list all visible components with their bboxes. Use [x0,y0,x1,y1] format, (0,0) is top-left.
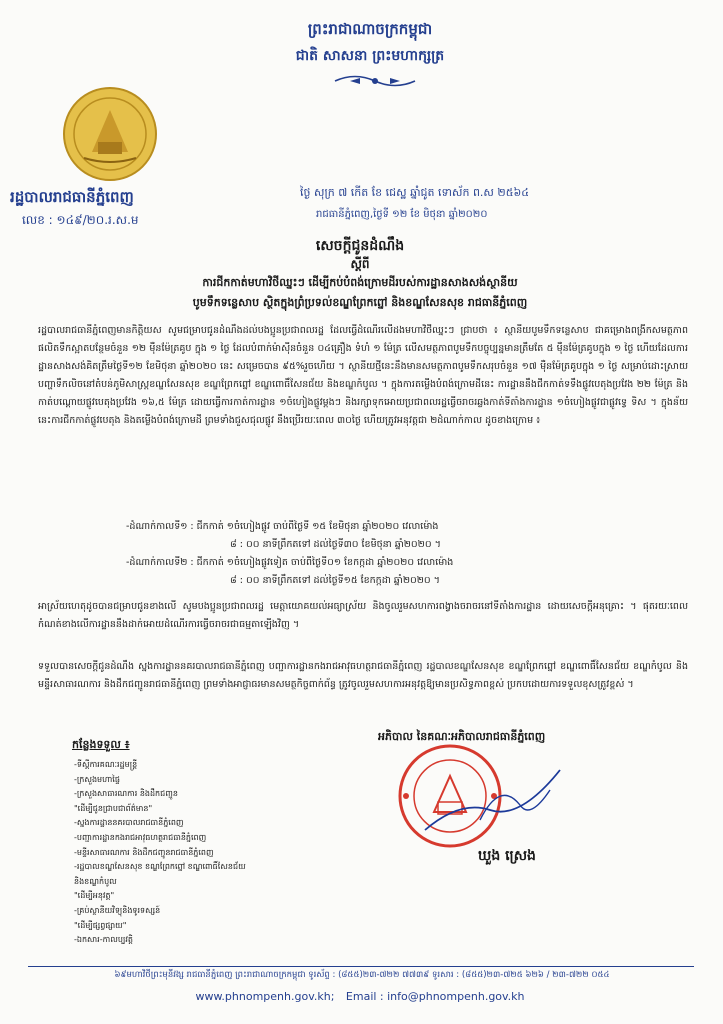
list-item: -គ្រប់ស្ថានីយវិទ្យុនិងទូរទស្សន៍ [74,905,161,915]
footer-divider [28,966,694,967]
list-item: -រដ្ឋបាលខណ្ឌសែនសុខ ខណ្ឌព្រែកព្នៅ ខណ្ឌពោធិ៍សែនជ័យ [74,862,246,872]
phase-2-line-2: ៨ : ០០ នាទីព្រឹកតទៅ ដល់ថ្ងៃទី១៥ ខែកក្កដា ឆ្នាំ២០២០ ។ [230,575,440,586]
list-item: -បញ្ជាការដ្ឋានកងរាជអាវុធហត្ថរាជធានីភ្នំពេញ [74,832,207,842]
lunar-date: ថ្ងៃ សុក្រ ៧ កើត ខែ ជេស្ឋ ឆ្នាំជូត ទោស័ក ព.ស ២៥៦៤ [300,186,530,199]
list-item: -ឯកសារ-កាលប្បវត្តិ [74,935,133,945]
issuer-name: រដ្ឋបាលរាជធានីភ្នំពេញ [10,188,134,206]
signatory-title: អភិបាល នៃគណៈអភិបាលរាជធានីភ្នំពេញ [378,730,546,743]
reference-number: លេខ : ១៤៩/២០.រ.ស.ម [22,213,139,227]
kingdom-heading: ព្រះរាជាណាចក្រកម្ពុជា [307,20,433,38]
list-item: -ក្រសួងមហាផ្ទៃ [74,774,120,784]
signature-icon [420,760,570,840]
phase-1-line-1: -ដំណាក់កាលទី១ : ជីកកាត់ ១ចំហៀងផ្លូវ ចាប់ពីថ្ងៃទី ១៥ ខែមិថុនា ឆ្នាំ២០២០ វេលាម៉ោង [126,521,439,532]
list-item: -ស្នងការដ្ឋាននគរបាលរាជធានីភ្នំពេញ [74,818,184,828]
body-paragraph-2: អាស្រ័យហេតុដូចបានជម្រាបជូនខាងលើ សូមបងប្អូនប្រជាពលរដ្ឋ មេត្តាយោគយល់អធ្យាស្រ័យ និងចូលរួមសហការពង្វាងចរាចរនៅទីតាំងការដ្ឋាន ដោយសេចក្តីអនុគ្រោះ ។ ផុតរយៈពេលកំណត់ខាងលើការដ្ឋាននឹងដាក់អោយដំណើរការធ្វើចរាចរជាធម្មតាឡើងវិញ ។ [38,601,688,630]
phase-2-line-1: -ដំណាក់កាលទី២ : ជីកកាត់ ១ចំហៀងផ្លូវទៀត ចាប់ពីថ្ងៃទី០១ ខែកក្កដា ឆ្នាំ២០២០ វេលាម៉ោង [126,557,454,568]
recipients-list [74,758,324,948]
ornament-divider [330,70,420,92]
subject-label: ស្តីពី [350,257,370,271]
footer-contact [110,990,610,1003]
solar-date: រាជធានីភ្នំពេញ,ថ្ងៃទី ១២ ខែ មិថុនា ឆ្នាំ២០២០ [316,209,488,220]
city-hall-seal-icon [62,86,158,182]
website-link[interactable]: www.phnompenh.gov.kh; [195,990,335,1003]
footer-address: ៦៩មហាវិថីព្រះមុនីវង្ស រាជធានីភ្នំពេញ ព្រះរាជាណាចក្រកម្ពុជា ទូរស័ព្ទ : (៨៥៥)២៣-៧២២ ៧៧៣៩ ទូរសារ : (៨៥៥)២៣-៧២៥ ៦២៦ / ២៣-៧២២ ០៥៤ [114,970,610,980]
list-item: -ក្រសួងសាធារណការ និងដឹកជញ្ជូន [74,789,178,799]
body-paragraph-1: រដ្ឋបាលរាជធានីភ្នំពេញមានកិត្តិយស សូមជម្រាបជូនដំណឹងដល់បងប្អូនប្រជាពលរដ្ឋ ដែលធ្វើដំណើរលើដងមហាវិថីឈ្នះៗ ជ្រាបថា ៖ ស្ថានីយបូមទឹកទន្លេសាប ជាគម្រោងពង្រីកសមត្ថភាពផលិតទឹកស្អាតបន្ថែមចំនួន ១២ ម៉ឺនម៉ែត្រគូប ក្នុង ១ ថ្ងៃ ដែលបំពាក់ម៉ាស៊ីនចំនួន ០៤គ្រឿង ទំហំ ១ ម៉ែត្រ លើសមត្ថភាពបូមទឹកបច្ចុប្បន្នមានត្រឹមតែ ៥ ម៉ឺនម៉ែត្រគូបក្នុង ១ ថ្ងៃ ហើយដែលការដ្ឋានសាងសង់គិតត្រឹមថ្ងៃទី១២ ខែមិថុនា ឆ្នាំ២០២០ នេះ សម្រេចបាន ៩៥%រួចហើយ ។ ស្ថានីយថ្មីនេះនឹងមានសមត្ថភាពបូមទឹកសរុបចំនួន ១៧ ម៉ឺនម៉ែត្រគូបក្នុង ១ ថ្ងៃ សម្រាប់ដោះស្រាយបញ្ហាទឹកលិចនៅតំបន់ភូមិសាស្រ្តខណ្ឌសែនសុខ ខណ្ឌព្រែកព្នៅ ខណ្ឌពោធិ៍សែនជ័យ និងខណ្ឌកំបូល ។ ក្នុងការតម្លើងបំពង់ក្រោមដីនេះ ការដ្ឋាននឹងជីកកាត់ទទឹងផ្លូវបេតុងប្រវែង ២២ ម៉ែត្រ និងកាត់បណ្តោយផ្លូវបេតុងប្រវែង ១៦,៥ ម៉ែត្រ ដោយធ្វើការកាត់ការដ្ឋាន ១ចំហៀងផ្លូវម្តងៗ និងរក្សាទុកអោយប្រជាពលរដ្ឋធ្វើចរាចរឆ្លងកាត់ទីតាំងការដ្ឋាន ១ចំហៀងផ្លូវជាផ្លូវទ្វេ ទិស ។ ក្នុងន័យនេះការជីកកាត់ផ្លូវបេតុង និងតម្លើងបំពង់ក្រោមដី ព្រមទាំងជួសជុលផ្លូវ នឹងប្រើរយៈពេល ៣០ថ្ងៃ ហើយត្រូវអនុវត្តជា ២ដំណាក់កាល ដូចខាងក្រោម ៖ [38,325,688,426]
headline-line-2: បូមទឹកទន្លេសាប ស្ថិតក្នុងព្រំប្រទល់ខណ្ឌព្រែកព្នៅ និងខណ្ឌសែនសុខ រាជធានីភ្នំពេញ [192,296,528,309]
body-paragraph-3: ទទួលបានសេចក្តីជូនដំណឹង ស្នងការដ្ឋាននគរបាលរាជធានីភ្នំពេញ បញ្ជាការដ្ឋានកងរាជអាវុធហត្ថរាជធានីភ្នំពេញ រដ្ឋបាលខណ្ឌសែនសុខ ខណ្ឌព្រែកព្នៅ ខណ្ឌពោធិ៍សែនជ័យ ខណ្ឌកំបូល និងមន្ទីរសាធារណការ និងដឹកជញ្ជូនរាជធានីភ្នំពេញ ព្រមទាំងអាជ្ញាធរមានសមត្ថកិច្ចពាក់ព័ន្ធ ត្រូវចូលរួមសហការអនុវត្តឱ្យមានប្រសិទ្ធភាពខ្ពស់ ប្រកបដោយការទទួលខុសត្រូវខ្ពស់ ។ [38,661,688,690]
list-item: "ដើម្បីជូនជ្រាបជាព័ត៌មាន" [74,803,153,813]
list-item: "ដើម្បីផ្សព្វផ្សាយ" [74,920,127,930]
list-item: -ទីស្តីការគណៈរដ្ឋមន្ត្រី [74,760,138,769]
headline-line-1: ការជីកកាត់មហាវិថីឈ្នះៗ ដើម្បីកប់បំពង់ក្រោមដីរបស់ការដ្ឋានសាងសង់ស្ថានីយ [202,276,518,289]
recipients-heading: កន្លែងទទួល ៖ [72,738,130,751]
signer-name: ឃួង ស្រេង [478,848,536,864]
list-item: "ដើម្បីអនុវត្ត" [74,891,115,901]
list-item: និងខណ្ឌកំបូល [74,876,117,886]
document-title: សេចក្តីជូនដំណឹង [315,238,405,254]
list-item: -មន្ទីរសាធារណការ និងដឹកជញ្ជូនរាជធានីភ្នំពេញ [74,847,214,857]
phase-1-line-2: ៨ : ០០ នាទីព្រឹកតទៅ ដល់ថ្ងៃទី៣០ ខែមិថុនា ឆ្នាំ២០២០ ។ [230,539,441,550]
national-motto: ជាតិ សាសនា ព្រះមហាក្សត្រ [295,48,445,64]
email-link[interactable]: Email : info@phnompenh.gov.kh [345,990,525,1003]
